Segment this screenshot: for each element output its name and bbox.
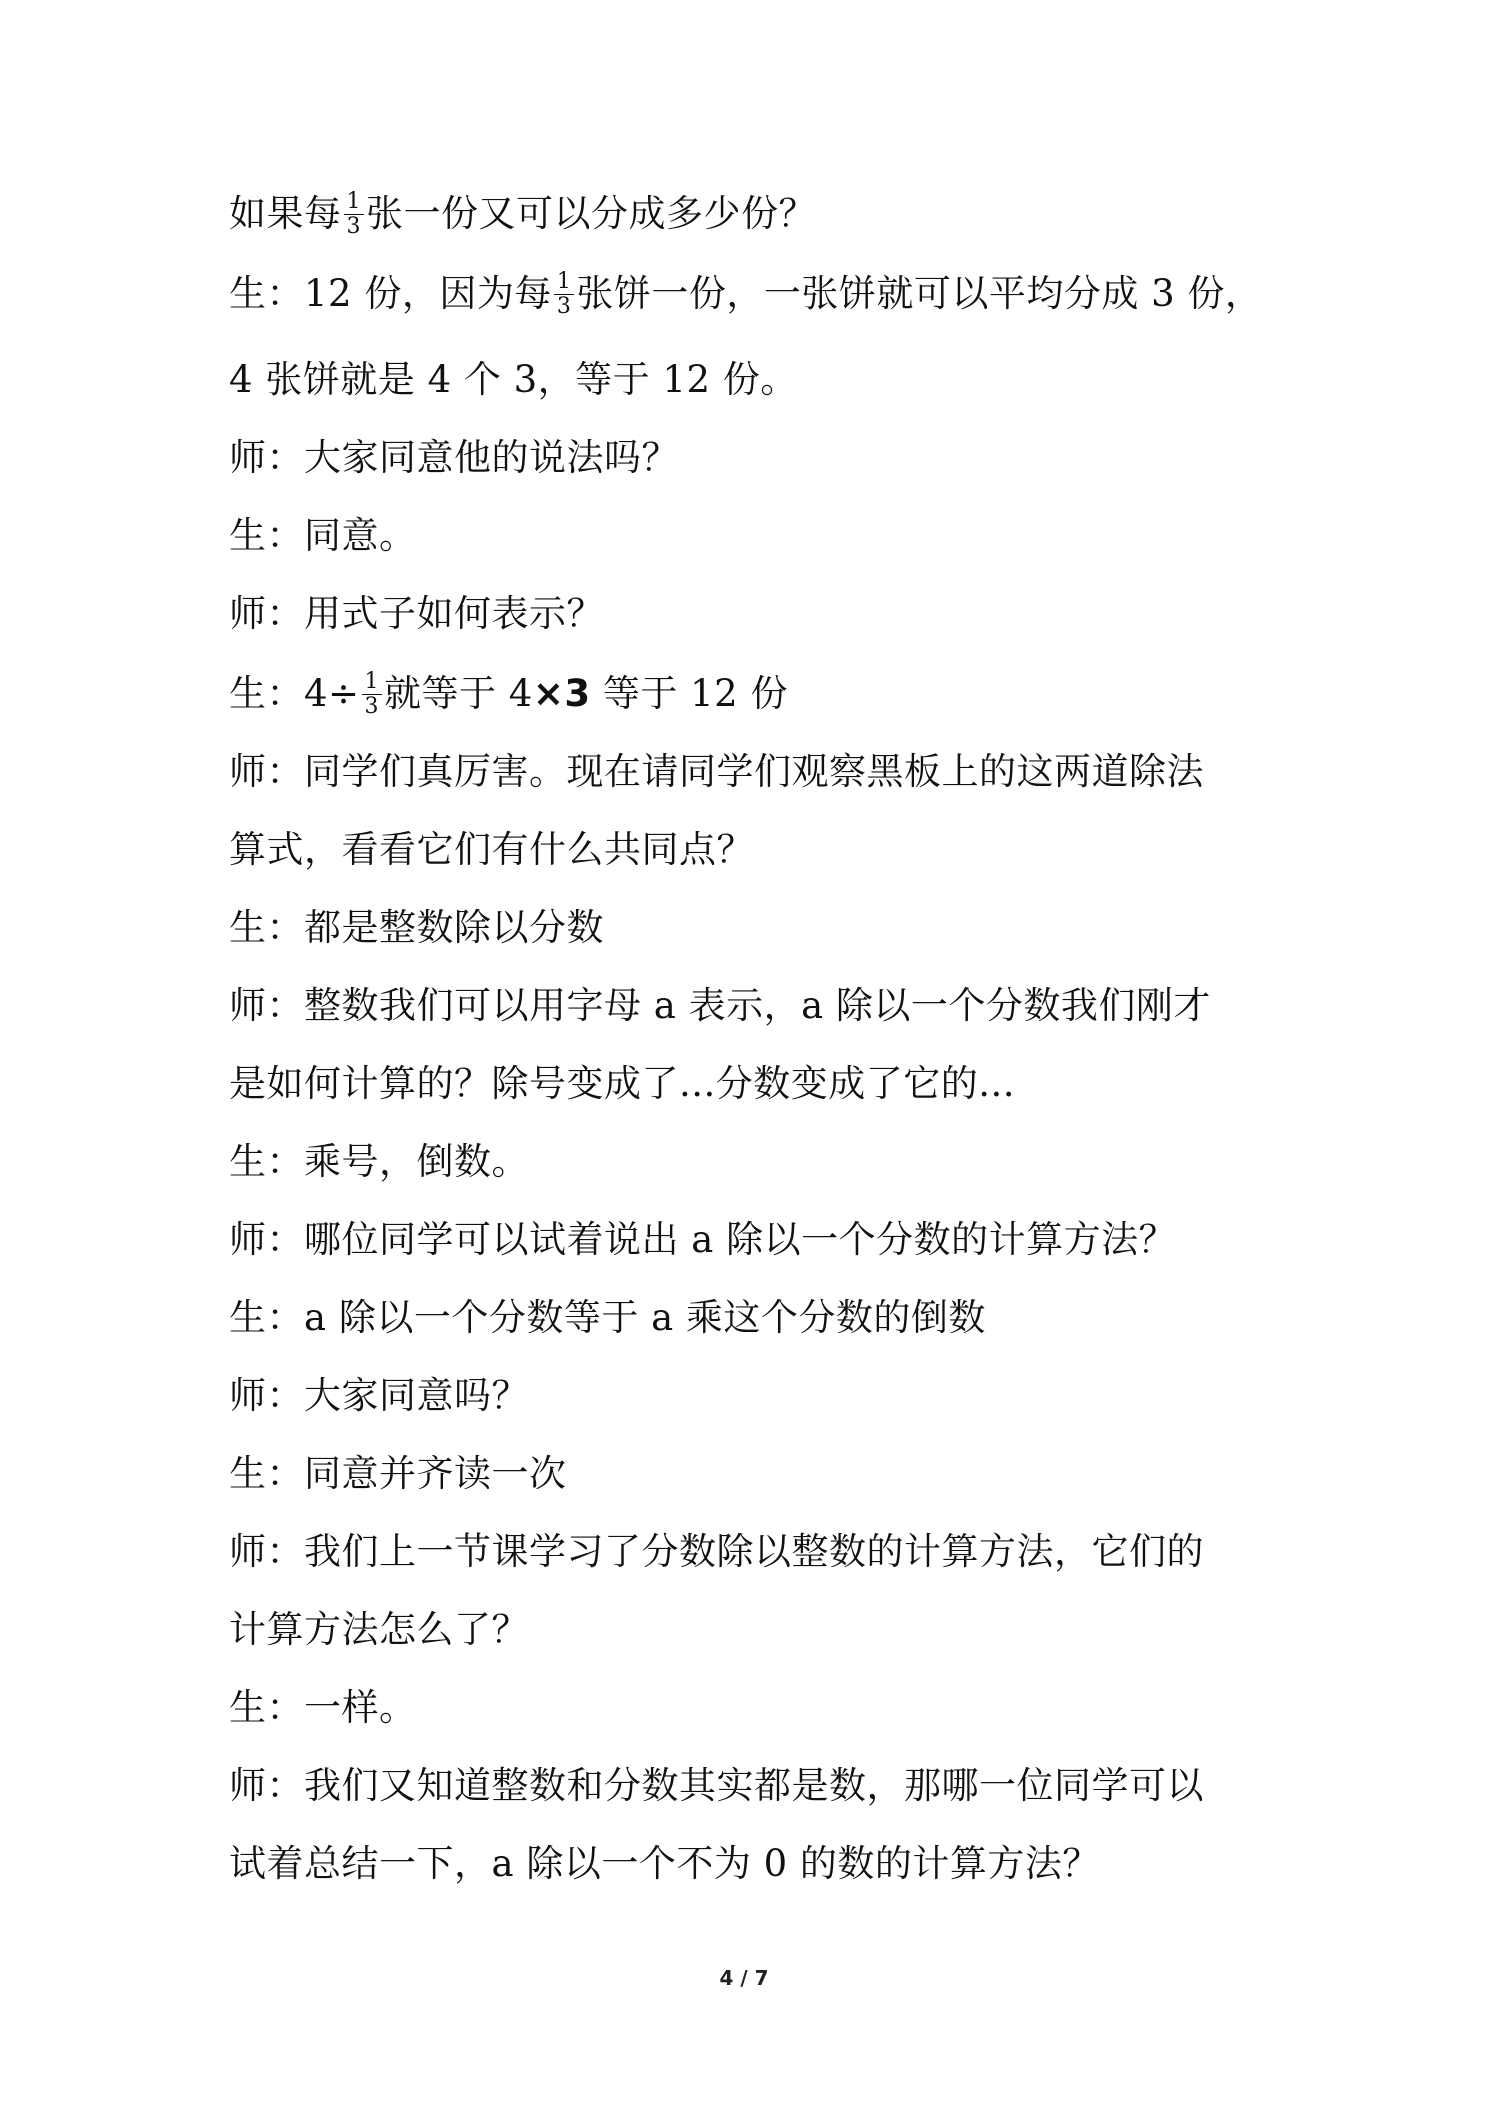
text-line-8: 师：同学们真厉害。现在请同学们观察黑板上的这两道除法 [229, 750, 1204, 793]
text-line-12: 是如何计算的？除号变成了...分数变成了它的... [229, 1062, 1016, 1105]
page-number: 4 / 7 [719, 1966, 769, 1990]
text-line-1: 如果每 $\frac{1}{3}$ 张一份又可以分成多少份？ [229, 189, 816, 239]
text-line-19: 计算方法怎么了？ [229, 1608, 529, 1651]
text-line-16: 师：大家同意吗？ [229, 1374, 529, 1417]
fraction-one-third: $\frac{1}{3}$ [362, 670, 383, 719]
text-line-22: 试着总结一下，a 除以一个不为 0 的数的计算方法？ [229, 1842, 1100, 1885]
text-line-3: 4 张饼就是 4 个 3，等于 12 份。 [229, 358, 798, 401]
text-line-14: 师：哪位同学可以试着说出 a 除以一个分数的计算方法？ [229, 1218, 1177, 1261]
text-line-17: 生：同意并齐读一次 [229, 1452, 567, 1495]
text-line-11: 师：整数我们可以用字母 a 表示，a 除以一个分数我们刚才 [229, 984, 1211, 1027]
text-line-18: 师：我们上一节课学习了分数除以整数的计算方法，它们的 [229, 1530, 1204, 1573]
fraction-one-third: $\frac{1}{3}$ [554, 270, 575, 319]
text-line-4: 师：大家同意他的说法吗？ [229, 436, 679, 479]
fraction-one-third: $\frac{1}{3}$ [344, 190, 365, 239]
text-line-2: 生：12 份，因为每 $\frac{1}{3}$ 张饼一份，一张饼就可以平均分成 3 份， [229, 269, 1263, 319]
text-line-6: 师：用式子如何表示？ [229, 592, 604, 635]
text-line-15: 生：a 除以一个分数等于 a 乘这个分数的倒数 [229, 1296, 986, 1339]
text-line-10: 生：都是整数除以分数 [229, 906, 604, 949]
text-line-9: 算式，看看它们有什么共同点？ [229, 828, 754, 871]
text-line-21: 师：我们又知道整数和分数其实都是数，那哪一位同学可以 [229, 1764, 1204, 1807]
text-line-5: 生：同意。 [229, 514, 417, 557]
text-line-7: 生：4÷ $\frac{1}{3}$ 就等于 4×3 等于 12 份 [229, 669, 788, 719]
text-line-13: 生：乘号，倒数。 [229, 1140, 529, 1183]
text-line-20: 生：一样。 [229, 1686, 417, 1729]
